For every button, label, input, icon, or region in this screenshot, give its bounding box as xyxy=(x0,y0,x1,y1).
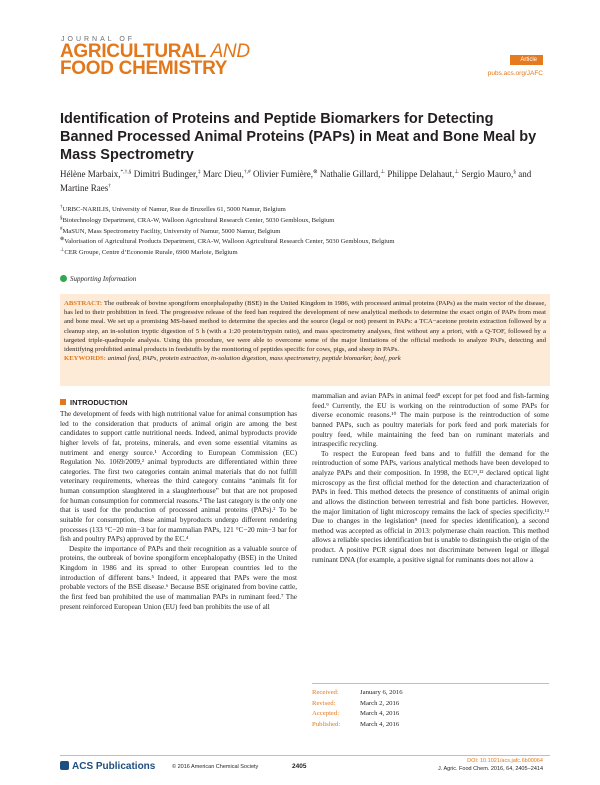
copyright-notice: © 2016 American Chemical Society xyxy=(172,764,259,770)
affiliation xyxy=(60,248,550,259)
date-row xyxy=(312,688,549,699)
date-value: March 2, 2016 xyxy=(360,699,400,707)
author-name: Hélène Marbaix, xyxy=(60,169,121,179)
affiliation xyxy=(60,205,550,216)
affiliation-text: Valorisation of Agricultural Products Department, CRA-W, Walloon Agricultural Research Center, 5030 Gembloux, Belgium xyxy=(64,238,395,246)
author-name: Nathalie Gillard, xyxy=(319,169,381,179)
author-affiliation-mark: ‡ xyxy=(197,169,201,175)
affiliation-text: CER Groupe, Centre d’Economie Rurale, 6900 Marloie, Belgium xyxy=(64,249,238,257)
author-affiliation-mark: ⊥ xyxy=(380,169,386,175)
affiliation-mark: # xyxy=(60,226,63,232)
right-column xyxy=(312,392,549,565)
date-value: March 4, 2016 xyxy=(360,710,400,717)
publisher-logo: ACS Publications xyxy=(60,761,155,772)
affiliation-text: MaSUN, Mass Spectrometry Facility, University of Namur, 5000 Namur, Belgium xyxy=(62,227,281,235)
author-affiliation-mark: ⊗ xyxy=(312,169,318,175)
supporting-info-link[interactable]: Supporting Information xyxy=(60,275,136,283)
abstract-text: The outbreak of bovine spongiform encephalopathy (BSE) in the United Kingdom in 1986, with processed animal proteins (PAPs) as the main vector of the disease, has led to their prohibition in feed. The progressive release of the feed ban required the development of new analytical methods to determine the exact origin of PAPs from meat and bone meal. We set up a promising MS-based method to determine the species and the source (legal or not) present in PAPs: a TCA−acetone protein extraction followed by a cleanup step, an in-solution tryptic digestion of 5 h (with a 1:20 protein/trypsin ratio), and mass spectrometry analyses, first without any a priori, with a Q-TOF, followed by a targeted triple-quadrupole analysis. Using this procedure, we were able to overcome some of the major limitations of the official methods to analyze PAPs, detecting and identifying prohibited animal products in feedstuffs by the monitoring of peptides specific for cows, pigs, and sheep in PAPs. xyxy=(64,300,546,354)
author-name: and Martine Raes xyxy=(60,169,532,193)
abstract-label: ABSTRACT: xyxy=(64,300,103,307)
abstract-box xyxy=(60,294,550,386)
author-name: Marc Dieu, xyxy=(202,169,244,179)
paragraph: mammalian and avian PAPs in animal feed⁸ except for pet food and fish-farming feed.⁹ Currently, the EU is working on the reintroduction of some PAPs for diverse economic reasons.¹⁰ The main purpose is the reintroduction of some banned PAPs, such as poultry materials for pork feed and pork materials for poultry feed, while maintaining the feed ban on ruminant materials and intraspecific recycling. xyxy=(312,392,549,449)
affiliation xyxy=(60,227,550,238)
date-label: Accepted: xyxy=(312,710,340,717)
affiliation-list xyxy=(60,205,550,259)
doi-citation xyxy=(438,758,543,773)
keywords-label: KEYWORDS: xyxy=(64,355,106,363)
author-affiliation-mark: †,# xyxy=(243,169,251,175)
keywords-text: animal feed, PAPs, protein extraction, in-solution digestion, mass spectrometry, peptide biomarker, beef, pork xyxy=(107,355,401,363)
journal-logo xyxy=(60,36,340,77)
affiliation-mark: ⊗ xyxy=(60,237,65,243)
paragraph: To respect the European feed bans and to fulfill the demand for the reintroduction of some PAPs, various analytical methods have been developed to analyze PAPs and their composition. In 1998, the EC¹¹,¹² declared optical light microscopy as the first official method for the detection and characterization of PAPs in feed. This method detects the presence of constituents of animal origin and allows the distinction between terrestrial and fish bone particles. However, the major limitation of light microscopy remains the lack of species specificity.¹³ Due to changes in the legislation⁹ (need for species identification), a second method was accepted as official in 2013: polymerase chain reaction. This method allows a reliable species identification but is unable to distinguish the origin of the product. A positive PCR signal does not discriminate between legal or illegal ruminant DNA (for example, a positive signal for ruminants does not allow a xyxy=(312,449,549,564)
journal-name-line1: AGRICULTURAL AND xyxy=(60,41,250,62)
date-row xyxy=(312,699,549,710)
author-name: Olivier Fumière, xyxy=(252,169,313,179)
affiliation-mark: † xyxy=(60,204,63,210)
paragraph: Despite the importance of PAPs and their recognition as a valuable source of proteins, the outbreak of bovine spongiform encephalopathy (BSE) in the United Kingdom in 1986 and its spread to other European countries led to the introduction of different bans.⁵ Indeed, it appeared that PAPs were the most probable vectors of the BSE disease.⁶ Because BSE originated from bovine cattle, the first feed ban prohibited the use of mammalian PAPs in ruminant feed.⁷ The present reinforced European Union (EU) feed ban prohibits the use of all xyxy=(60,544,297,611)
date-value: March 4, 2016 xyxy=(360,720,400,728)
date-label: Received: xyxy=(312,689,339,696)
affiliation-text: Biotechnology Department, CRA-W, Walloon Agricultural Research Center, 5030 Gembloux, Belgium xyxy=(62,216,335,224)
affiliation xyxy=(60,216,550,227)
affiliation-text: URBC-NARILIS, University of Namur, Rue de Bruxelles 61, 5000 Namur, Belgium xyxy=(62,206,286,213)
footer-divider xyxy=(60,755,550,756)
date-value: January 6, 2016 xyxy=(360,689,403,696)
page-number: 2405 xyxy=(292,763,307,770)
journal-name-line2: FOOD CHEMISTRY xyxy=(60,58,228,79)
article-title: Identification of Proteins and Peptide Biomarkers for Detecting Banned Processed Animal Proteins (PAPs) in Meat and Bone Meal by Mass Spectrometry xyxy=(60,111,537,163)
author-name: Dimitri Budinger, xyxy=(133,169,198,179)
paragraph: The development of feeds with high nutritional value for animal consumption has led to the consideration that products of animal origin are among the best candidates to support cattle nutritional needs. Indeed, animal byproducts provide higher levels of fat, proteins, minerals, and even some essential vitamins as nutriment and energy source.¹ According to European Commission (EC) Regulation No. 1069/2009,² animal byproducts are differentiated within three categories. The first two categories contain animal materials that do not fulfill veterinary requirements, whereas the third category contains “animals fit for human consumption slaughtered in a slaughterhouse” but that are not proposed for human consumption for commercial reasons.² The last category is the only one that is used for the production of processed animal proteins (PAPs).² To be suitable for consumption, these animal byproducts undergo different rendering processes (133 °C−20 min−3 bar for mammalian PAPs, 121 °C−20 min−3 bar for fish and poultry PAPs) approved by the EC.⁴ xyxy=(60,410,297,544)
date-label: Published: xyxy=(312,720,341,728)
supporting-info-icon xyxy=(60,275,67,282)
affiliation xyxy=(60,237,550,248)
author-affiliation-mark: † xyxy=(108,183,111,189)
affiliation-mark: § xyxy=(60,215,63,221)
doi-link[interactable]: DOI: 10.1021/acs.jafc.6b00064 xyxy=(467,758,543,764)
article-dates xyxy=(312,683,549,730)
left-column xyxy=(60,410,297,612)
author-name: Philippe Delahaut, xyxy=(387,169,455,179)
date-row xyxy=(312,709,549,720)
author-affiliation-mark: *,†,§ xyxy=(120,169,132,175)
journal-kicker: JOURNAL OF xyxy=(61,36,136,43)
journal-website-link[interactable]: pubs.acs.org/JAFC xyxy=(487,70,543,77)
date-row xyxy=(312,720,549,731)
article-type-badge: Article xyxy=(510,55,543,65)
author-affiliation-mark: § xyxy=(513,169,517,175)
author-list xyxy=(60,167,550,195)
author-name: Sergio Mauro, xyxy=(461,169,514,179)
author-affiliation-mark: ⊥ xyxy=(454,169,460,175)
affiliation-mark: ⊥ xyxy=(60,248,65,253)
acs-logo-icon xyxy=(60,761,69,770)
journal-citation: J. Agric. Food Chem. 2016, 64, 2405−2414 xyxy=(437,765,543,772)
section-heading-introduction: INTRODUCTION xyxy=(60,398,128,407)
section-square-icon xyxy=(60,399,66,405)
date-label: Revised: xyxy=(312,699,336,707)
